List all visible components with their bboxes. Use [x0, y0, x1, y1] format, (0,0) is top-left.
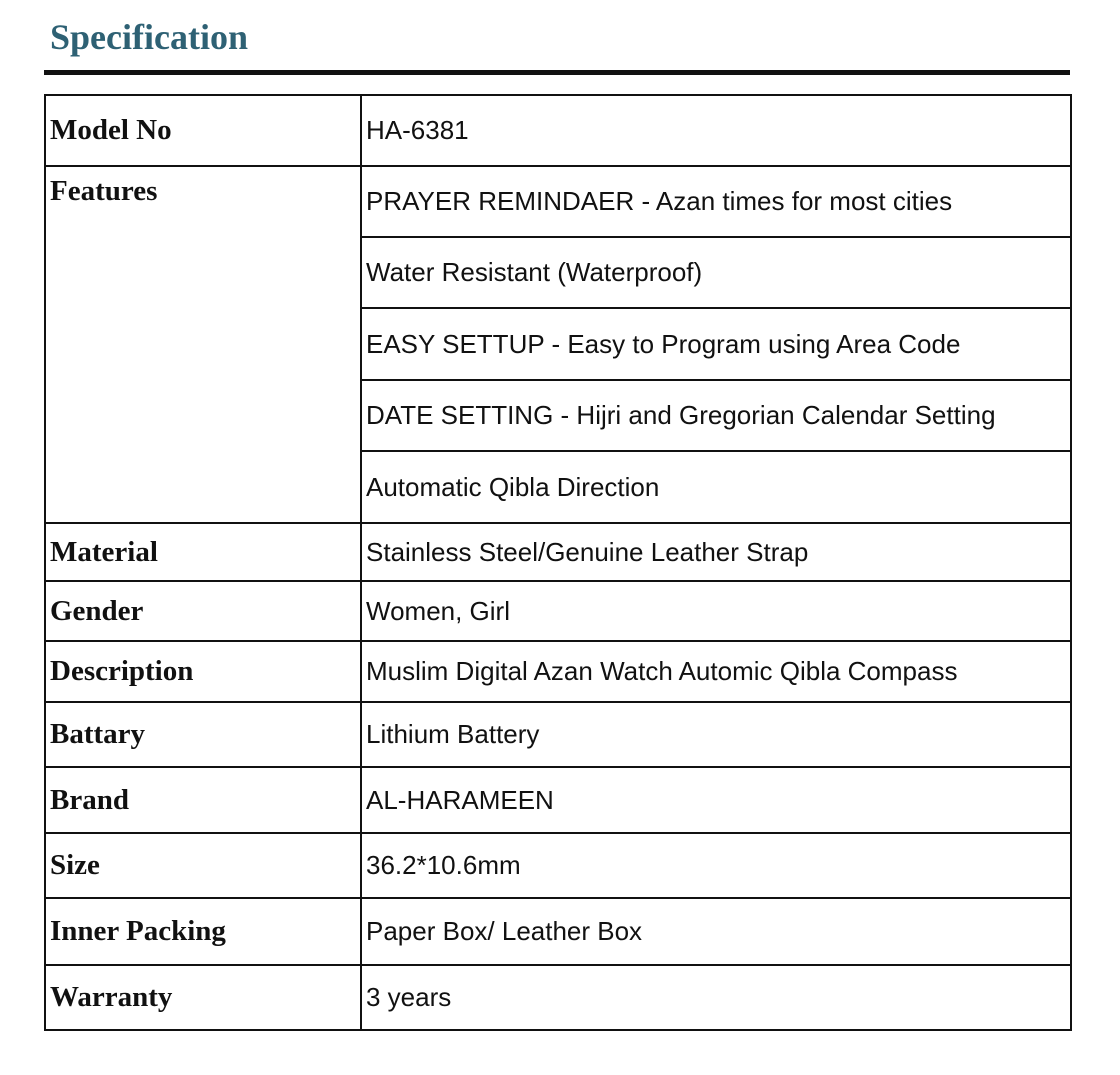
- table-row-size: [45, 833, 1071, 898]
- title-divider: [44, 70, 1070, 75]
- table-row-material: [45, 523, 1071, 581]
- row-label: Warranty: [45, 965, 361, 1030]
- feature-item: DATE SETTING - Hijri and Gregorian Calendar Setting: [361, 380, 1071, 451]
- table-row-gender: [45, 581, 1071, 641]
- row-label: Material: [45, 523, 361, 581]
- row-label: Size: [45, 833, 361, 898]
- row-value: 36.2*10.6mm: [361, 833, 1071, 898]
- row-label: Battary: [45, 702, 361, 767]
- row-value: 3 years: [361, 965, 1071, 1030]
- feature-item: PRAYER REMINDAER - Azan times for most cities: [361, 166, 1071, 237]
- table-row-battery: [45, 702, 1071, 767]
- row-value: Stainless Steel/Genuine Leather Strap: [361, 523, 1071, 581]
- table-row-description: [45, 641, 1071, 702]
- row-label: Description: [45, 641, 361, 702]
- specification-table: [44, 94, 1072, 1031]
- row-value: HA-6381: [361, 95, 1071, 166]
- table-row-warranty: [45, 965, 1071, 1030]
- row-value: Muslim Digital Azan Watch Automic Qibla Compass: [361, 641, 1071, 702]
- row-label: Gender: [45, 581, 361, 641]
- row-label: Inner Packing: [45, 898, 361, 965]
- table-row-packing: [45, 898, 1071, 965]
- row-value: Lithium Battery: [361, 702, 1071, 767]
- row-value: Women, Girl: [361, 581, 1071, 641]
- row-value: AL-HARAMEEN: [361, 767, 1071, 833]
- table-row-features: [45, 166, 1071, 237]
- row-value: Paper Box/ Leather Box: [361, 898, 1071, 965]
- row-label: Model No: [45, 95, 361, 166]
- row-label: Features: [45, 166, 361, 523]
- page-title: Specification: [50, 17, 248, 57]
- feature-item: Automatic Qibla Direction: [361, 451, 1071, 523]
- table-row-model: [45, 95, 1071, 166]
- feature-item: Water Resistant (Waterproof): [361, 237, 1071, 308]
- table-row-brand: [45, 767, 1071, 833]
- row-label: Brand: [45, 767, 361, 833]
- feature-item: EASY SETTUP - Easy to Program using Area Code: [361, 308, 1071, 380]
